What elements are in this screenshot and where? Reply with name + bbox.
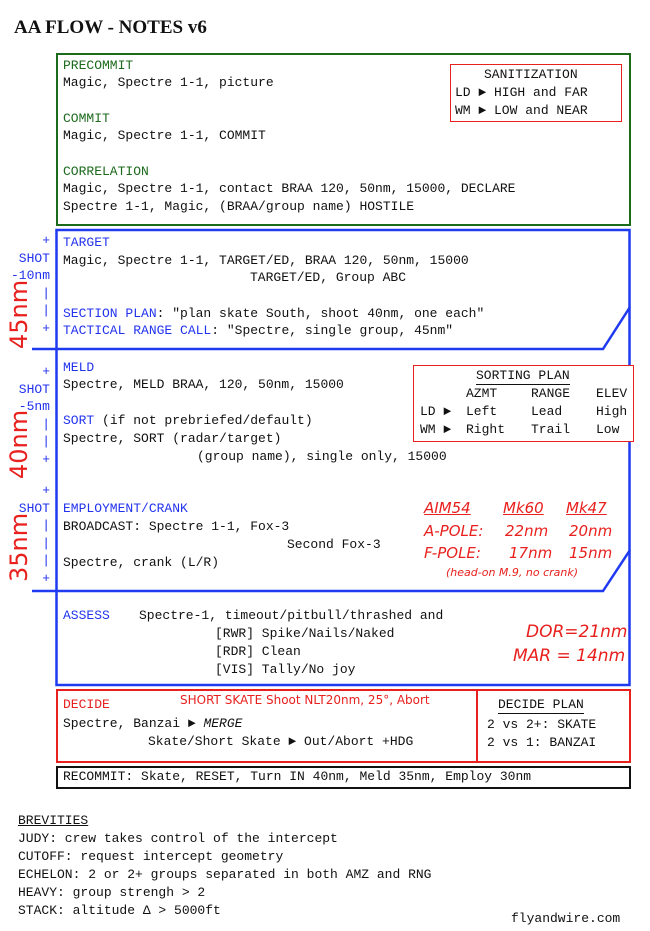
sanitization-title: SANITIZATION	[484, 67, 578, 82]
decide-divider	[476, 690, 478, 762]
fpole-mk60: 17nm	[509, 544, 553, 562]
recommit-text: RECOMMIT: Skate, RESET, Turn IN 40nm, Meld 35nm, Employ 30nm	[63, 769, 532, 784]
bar: |	[42, 518, 50, 533]
apole-mk47: 20nm	[569, 522, 613, 540]
target-label: TARGET	[63, 235, 110, 250]
commit-label: COMMIT	[63, 111, 110, 126]
sort-text: (if not prebriefed/default)	[94, 413, 313, 428]
shot-label: SHOT	[18, 250, 50, 266]
employment-line3: Spectre, crank (L/R)	[63, 555, 220, 570]
sorting-cell: High	[596, 404, 628, 419]
short-skate-note: SHORT SKATE Shoot NLT20nm, 25°, Abort	[180, 693, 430, 707]
sorting-row-wm: WM ►	[420, 422, 452, 437]
brevity-item: ECHELON: 2 or 2+ groups separated in both AMZ and RNG	[18, 867, 432, 882]
missile-note: (head-on M.9, no crank)	[446, 566, 579, 579]
bar: |	[42, 553, 50, 568]
assess-line3: [RDR] Clean	[215, 644, 301, 659]
fpole-mk47: 15nm	[569, 544, 613, 562]
sort-label: SORT	[63, 413, 95, 428]
correlation-line1: Magic, Spectre 1-1, contact BRAA 120, 50nm, 15000, DECLARE	[63, 181, 516, 196]
commit-line: Magic, Spectre 1-1, COMMIT	[63, 128, 266, 143]
aim54: AIM54	[424, 499, 471, 517]
decide-line2: Skate/Short Skate ► Out/Abort +HDG	[148, 734, 414, 749]
sorting-cell: Left	[466, 404, 498, 419]
sorting-header-azmt: AZMT	[466, 386, 498, 401]
tactical-range-call	[63, 322, 453, 340]
fpole-label: F-POLE:	[424, 544, 481, 562]
page-title: AA FLOW - NOTES v6	[14, 17, 207, 38]
decide-label: DECIDE	[63, 697, 110, 712]
sort-line1	[63, 412, 313, 430]
apole-mk60: 22nm	[505, 522, 549, 540]
correlation-line2: Spectre 1-1, Magic, (BRAA/group name) HOSTILE	[63, 199, 415, 214]
employment-line1: BROADCAST: Spectre 1-1, Fox-3	[63, 519, 290, 534]
plus: +	[42, 483, 50, 498]
bar: |	[42, 285, 50, 301]
sorting-cell: Low	[596, 422, 620, 437]
correlation-label: CORRELATION	[63, 164, 149, 179]
plus: +	[42, 570, 50, 586]
assess-line2: [RWR] Spike/Nails/Naked	[215, 626, 395, 641]
section-plan-text: : "plan skate South, shoot 40nm, one each"	[156, 306, 485, 321]
brevities-title: BREVITIES	[18, 813, 89, 828]
missile-header-mk47	[566, 499, 607, 517]
plus: +	[42, 233, 50, 248]
trc-label: TACTICAL RANGE CALL	[63, 323, 212, 338]
employment-line2: Second Fox-3	[287, 537, 381, 552]
sorting-header-range: RANGE	[531, 386, 571, 401]
meld-line: Spectre, MELD BRAA, 120, 50nm, 15000	[63, 377, 344, 392]
banzai-text: Spectre, Banzai ►	[63, 716, 204, 731]
brevity-item: HEAVY: group strengh > 2	[18, 885, 206, 900]
missile-header-mk60	[503, 499, 544, 517]
brevity-item: JUDY: crew takes control of the intercept	[18, 831, 338, 846]
missile-header-aim54	[424, 499, 471, 517]
shot-offset: -5nm	[18, 399, 50, 414]
plus: +	[42, 451, 50, 467]
decide-line1	[63, 715, 242, 733]
trc-text: : "Spectre, single group, 45nm"	[211, 323, 454, 338]
target-line2: TARGET/ED, Group ABC	[250, 270, 407, 285]
precommit-line: Magic, Spectre 1-1, picture	[63, 75, 274, 90]
employment-label: EMPLOYMENT/CRANK	[63, 501, 188, 516]
shot-offset: -10nm	[10, 268, 50, 283]
footer-link[interactable]: flyandwire.com	[511, 911, 621, 926]
plus: +	[42, 320, 50, 336]
range-45nm: 45nm	[5, 279, 33, 349]
meld-label: MELD	[63, 360, 95, 375]
decide-plan-row2: 2 vs 1: BANZAI	[487, 735, 597, 750]
section-plan	[63, 305, 484, 323]
bar: |	[42, 416, 50, 432]
section-plan-label: SECTION PLAN	[63, 306, 157, 321]
sort-line2: Spectre, SORT (radar/target)	[63, 431, 282, 446]
decide-plan-title: DECIDE PLAN	[498, 697, 584, 712]
brevity-item: CUTOFF: request intercept geometry	[18, 849, 284, 864]
mk60: Mk60	[503, 499, 544, 517]
shot-label: SHOT	[18, 381, 50, 397]
mk47: Mk47	[566, 499, 607, 517]
merge-text: MERGE	[203, 716, 243, 731]
precommit-label: PRECOMMIT	[63, 58, 134, 73]
range-40nm: 40nm	[5, 409, 33, 479]
bar: |	[42, 434, 50, 449]
sorting-header-elev: ELEV	[596, 386, 628, 401]
apole-label: A-POLE:	[424, 522, 484, 540]
assess-line1: Spectre-1, timeout/pitbull/thrashed and	[139, 608, 444, 623]
bar: |	[42, 535, 50, 551]
sorting-row-ld: LD ►	[420, 404, 452, 419]
sort-line3: (group name), single only, 15000	[197, 449, 447, 464]
plus: +	[42, 364, 50, 379]
dor-value: DOR=21nm	[526, 622, 628, 642]
target-line1: Magic, Spectre 1-1, TARGET/ED, BRAA 120, 50nm, 15000	[63, 253, 469, 268]
sorting-cell: Trail	[531, 422, 571, 437]
sorting-cell: Right	[466, 422, 506, 437]
bar: |	[42, 303, 50, 318]
mar-value: MAR = 14nm	[513, 646, 626, 666]
range-35nm: 35nm	[5, 512, 33, 582]
shot-label: SHOT	[18, 500, 50, 516]
sanitization-row2: WM ► LOW and NEAR	[455, 103, 588, 118]
decide-plan-row1: 2 vs 2+: SKATE	[487, 717, 597, 732]
sorting-cell: Lead	[531, 404, 563, 419]
assess-line4: [VIS] Tally/No joy	[215, 662, 356, 677]
sanitization-row1: LD ► HIGH and FAR	[455, 85, 588, 100]
assess-label: ASSESS	[63, 608, 110, 623]
brevity-item: STACK: altitude Δ > 5000ft	[18, 903, 221, 918]
sorting-plan-title: SORTING PLAN	[476, 368, 570, 383]
